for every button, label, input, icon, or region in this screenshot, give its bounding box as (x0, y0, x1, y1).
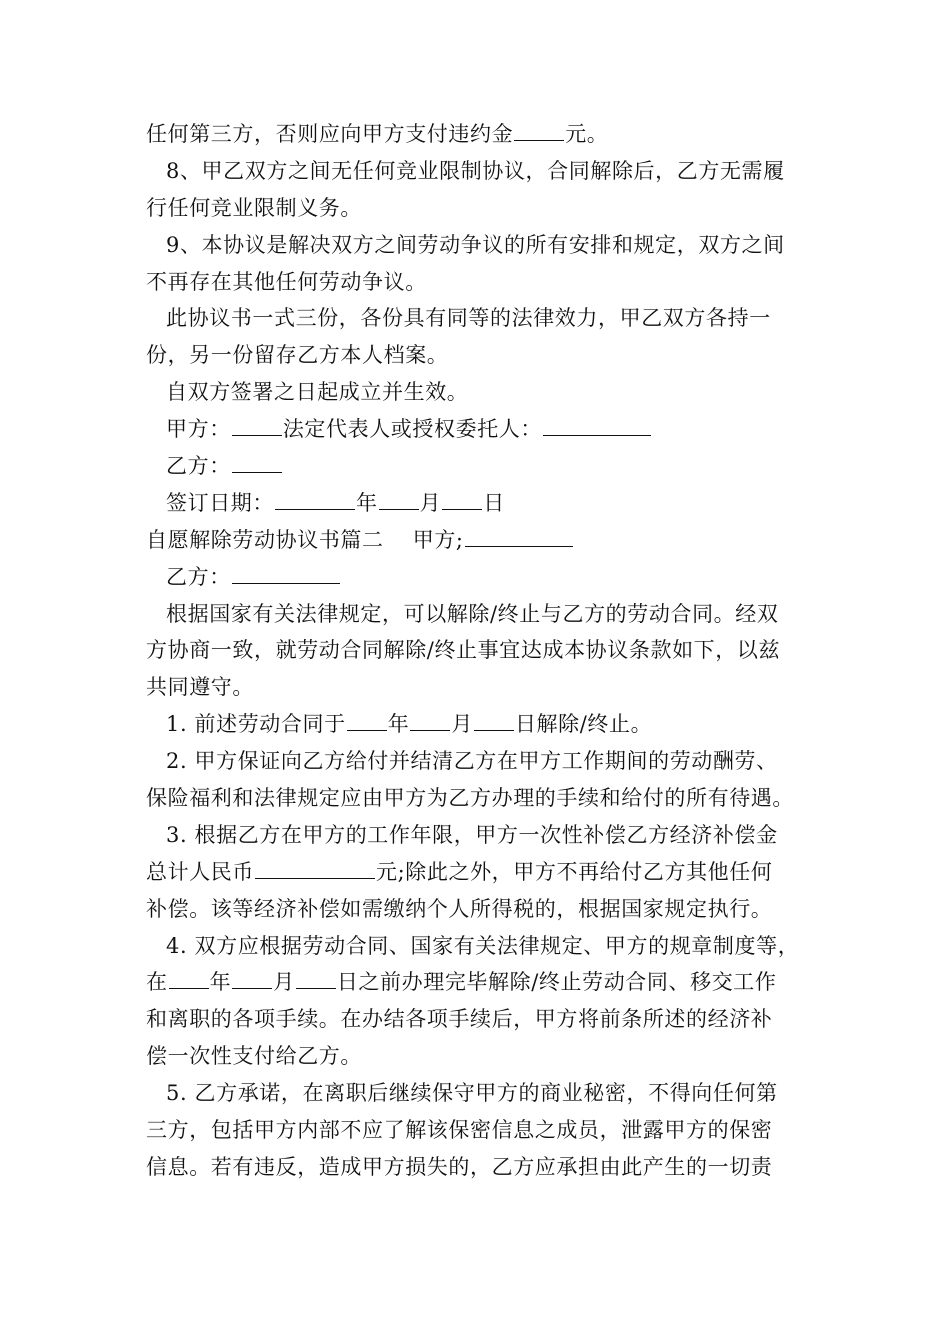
text-line (146, 891, 816, 928)
line-text: 总计人民币 (146, 859, 254, 884)
text-line (146, 669, 816, 706)
line-text: 不再存在其他任何劳动争议。 (146, 269, 427, 294)
text-line (146, 337, 816, 374)
fill-blank (296, 966, 336, 989)
clause-4 (146, 928, 816, 965)
clause-9 (146, 227, 816, 264)
line-text: 3. 根据乙方在甲方的工作年限，甲方一次性补偿乙方经济补偿金 (166, 822, 778, 847)
line-text: 三方，包括甲方内部不应了解该保密信息之成员，泄露甲方的保密 (146, 1118, 773, 1143)
line-text: 保险福利和法律规定应由甲方为乙方办理的手续和给付的所有待遇。 (146, 786, 794, 811)
party-b-line (146, 559, 816, 596)
fill-blank (514, 118, 564, 141)
line-text: 日解除/终止。 (514, 712, 653, 737)
fill-blank (379, 487, 419, 510)
month-label: 月 (419, 490, 442, 515)
text-line (146, 854, 816, 891)
line-text: 元;除此之外，甲方不再给付乙方其他任何 (376, 859, 773, 884)
text-line (146, 116, 816, 153)
line-text: 9、本协议是解决双方之间劳动争议的所有安排和规定，双方之间 (166, 232, 785, 257)
line-text: 信息。若有违反，造成甲方损失的，乙方应承担由此产生的一切责 (146, 1154, 773, 1179)
line-text: 方协商一致，就劳动合同解除/终止事宜达成本协议条款如下，以兹 (146, 638, 781, 663)
text-line (146, 780, 816, 817)
party-b-signature-line (146, 448, 816, 485)
line-text: 根据国家有关法律规定，可以解除/终止与乙方的劳动合同。经双 (166, 601, 779, 626)
fill-blank (474, 708, 514, 731)
text-line (146, 964, 816, 1001)
year-label: 年 (387, 712, 410, 737)
fill-blank (232, 561, 340, 584)
text-line (146, 632, 816, 669)
clause-2 (146, 743, 816, 780)
party-a-label: 甲方： (166, 417, 231, 442)
representative-label: 法定代表人或授权委托人： (282, 417, 543, 442)
fill-blank (543, 413, 651, 436)
line-text: 任何第三方，否则应向甲方支付违约金 (146, 122, 514, 146)
fill-blank (232, 966, 272, 989)
year-label: 年 (356, 490, 378, 515)
clause-1 (146, 706, 816, 743)
line-text: 补偿。该等经济补偿如需缴纳个人所得税的，根据国家规定执行。 (146, 896, 773, 921)
party-b-label: 乙方： (166, 454, 231, 479)
day-label: 日 (483, 490, 505, 515)
text-line (146, 1001, 816, 1038)
section-heading-line (146, 522, 816, 559)
text-line (146, 1149, 816, 1186)
line-text: 此协议书一式三份，各份具有同等的法律效力，甲乙双方各持一 (166, 306, 771, 331)
fill-blank (347, 708, 387, 731)
line-text: 5. 乙方承诺，在离职后继续保守甲方的商业秘密，不得向任何第 (166, 1081, 778, 1106)
line-text: 8、甲乙双方之间无任何竞业限制协议，合同解除后，乙方无需履 (166, 158, 785, 183)
fill-blank (232, 450, 282, 473)
sign-date-line (146, 485, 816, 522)
line-text: 共同遵守。 (146, 675, 254, 700)
month-label: 月 (451, 712, 473, 737)
fill-blank (465, 524, 573, 547)
preamble-paragraph (146, 596, 816, 633)
line-text: 4. 双方应根据劳动合同、国家有关法律规定、甲方的规章制度等， (166, 933, 800, 958)
text-line (146, 1112, 816, 1149)
text-line (146, 190, 816, 227)
party-b-label: 乙方： (166, 564, 231, 589)
line-text: 自双方签署之日起成立并生效。 (166, 380, 469, 405)
line-text: 行任何竞业限制义务。 (146, 195, 362, 220)
line-text: 1. 前述劳动合同于 (166, 712, 346, 737)
clause-8 (146, 153, 816, 190)
text-line (146, 1038, 816, 1075)
line-text: 2. 甲方保证向乙方给付并结清乙方在甲方工作期间的劳动酬劳、 (166, 749, 778, 774)
line-text: 偿一次性支付给乙方。 (146, 1044, 362, 1069)
line-text: 元。 (565, 122, 609, 146)
party-a-label: 甲方; (412, 527, 464, 552)
year-label: 年 (209, 970, 232, 995)
effective-paragraph (146, 374, 816, 411)
fill-blank (442, 487, 482, 510)
document-body (146, 116, 816, 1186)
section-title: 自愿解除劳动协议书篇二 (146, 527, 384, 552)
month-label: 月 (273, 970, 295, 995)
copies-paragraph (146, 300, 816, 337)
fill-blank (275, 487, 355, 510)
text-line (146, 264, 816, 301)
fill-blank (169, 966, 209, 989)
fill-blank (232, 413, 282, 436)
line-text: 和离职的各项手续。在办结各项手续后，甲方将前条所述的经济补 (146, 1007, 773, 1032)
clause-5 (146, 1075, 816, 1112)
line-text: 日之前办理完毕解除/终止劳动合同、移交工作 (336, 970, 777, 995)
fill-blank (255, 856, 375, 879)
party-a-signature-line (146, 411, 816, 448)
sign-date-label: 签订日期： (166, 490, 274, 515)
fill-blank (410, 708, 450, 731)
clause-3 (146, 817, 816, 854)
line-text: 份，另一份留存乙方本人档案。 (146, 343, 449, 368)
line-text: 在 (146, 970, 168, 995)
